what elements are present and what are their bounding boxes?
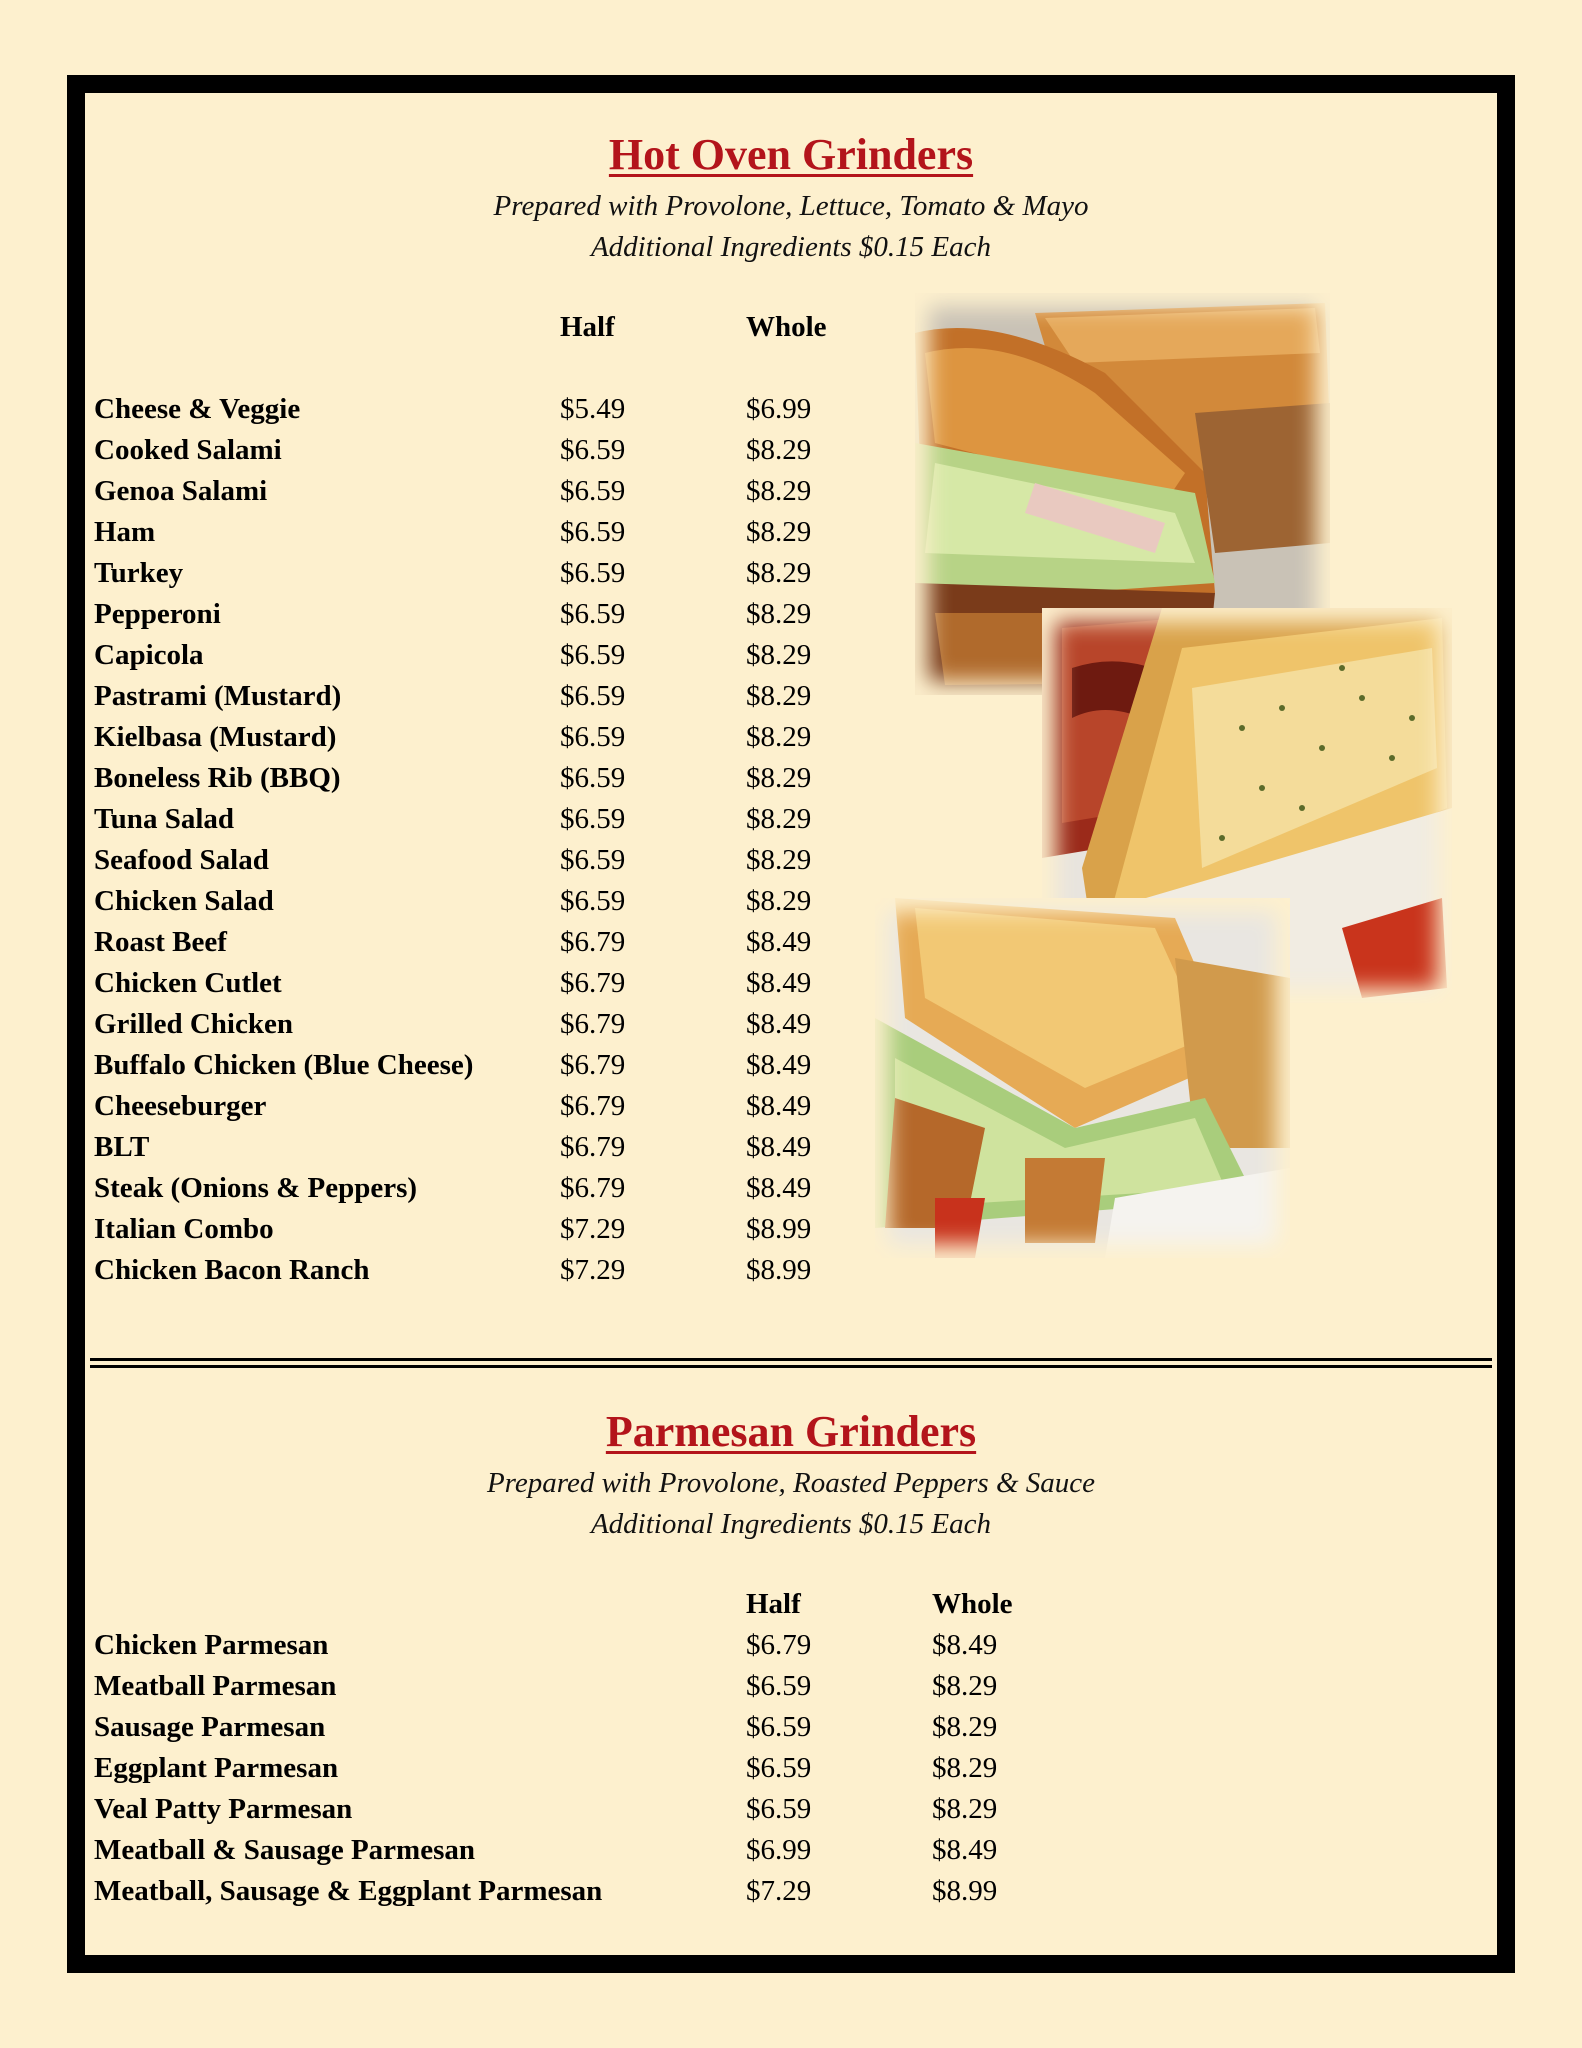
menu-item-whole-price: $8.29: [746, 557, 812, 589]
menu-item-whole-price: $8.29: [746, 434, 812, 466]
grinder-photo-3-image: [875, 898, 1290, 1258]
menu-item-whole-price: $8.49: [746, 1131, 812, 1163]
menu-item-whole-price: $8.49: [932, 1629, 998, 1661]
menu-item-half-price: $6.59: [746, 1711, 812, 1743]
menu-item-whole-price: $8.49: [746, 967, 812, 999]
menu-item-whole-price: $6.99: [746, 393, 812, 425]
menu-item-whole-price: $8.29: [746, 762, 812, 794]
menu-item-name: Buffalo Chicken (Blue Cheese): [94, 1049, 474, 1081]
menu-item-whole-price: $8.29: [932, 1670, 998, 1702]
menu-item-name: Cooked Salami: [94, 434, 282, 466]
menu-item-half-price: $6.59: [560, 680, 626, 712]
menu-item-half-price: $6.59: [560, 803, 626, 835]
hot-oven-subtitle-1: Prepared with Provolone, Lettuce, Tomato & Mayo: [493, 190, 1089, 222]
menu-item-name: Chicken Parmesan: [94, 1629, 329, 1661]
menu-item-whole-price: $8.99: [932, 1875, 998, 1907]
parmesan-subtitle-2: Additional Ingredients $0.15 Each: [590, 1508, 992, 1540]
menu-item-half-price: $6.99: [746, 1834, 812, 1866]
menu-item-whole-price: $8.29: [932, 1711, 998, 1743]
menu-item-half-price: $6.59: [560, 598, 626, 630]
menu-item-name: Kielbasa (Mustard): [94, 721, 337, 753]
menu-item-half-price: $7.29: [746, 1875, 812, 1907]
menu-item-name: Pepperoni: [94, 598, 221, 630]
menu-item-half-price: $6.59: [746, 1752, 812, 1784]
menu-item-half-price: $5.49: [560, 393, 626, 425]
menu-item-whole-price: $8.49: [746, 1008, 812, 1040]
menu-item-whole-price: $8.49: [746, 1090, 812, 1122]
menu-item-name: Meatball & Sausage Parmesan: [94, 1834, 475, 1866]
menu-item-name: Pastrami (Mustard): [94, 680, 342, 712]
menu-item-name: Veal Patty Parmesan: [94, 1793, 353, 1825]
menu-item-name: Meatball Parmesan: [94, 1670, 337, 1702]
menu-item-name: Boneless Rib (BBQ): [94, 762, 341, 794]
menu-frame: [67, 75, 1515, 1973]
menu-item-name: BLT: [94, 1131, 150, 1163]
menu-item-half-price: $6.59: [560, 762, 626, 794]
menu-item-name: Meatball, Sausage & Eggplant Parmesan: [94, 1875, 603, 1907]
menu-item-whole-price: $8.99: [746, 1213, 812, 1245]
menu-item-whole-price: $8.29: [932, 1752, 998, 1784]
section-divider: [90, 1358, 1492, 1368]
menu-item-whole-price: $8.99: [746, 1254, 812, 1286]
hot-oven-whole-header: Whole: [746, 311, 827, 343]
menu-item-name: Steak (Onions & Peppers): [94, 1172, 418, 1204]
parmesan-whole-header: Whole: [932, 1588, 1013, 1620]
menu-item-name: Seafood Salad: [94, 844, 269, 876]
menu-item-name: Italian Combo: [94, 1213, 274, 1245]
hot-oven-half-header: Half: [560, 311, 615, 343]
menu-item-name: Cheeseburger: [94, 1090, 267, 1122]
menu-item-half-price: $6.59: [560, 844, 626, 876]
menu-item-name: Roast Beef: [94, 926, 227, 958]
menu-item-half-price: $6.59: [560, 475, 626, 507]
menu-item-name: Grilled Chicken: [94, 1008, 293, 1040]
menu-item-whole-price: $8.49: [932, 1834, 998, 1866]
menu-item-half-price: $6.79: [560, 1049, 626, 1081]
menu-item-half-price: $6.79: [560, 926, 626, 958]
menu-item-whole-price: $8.29: [746, 885, 812, 917]
menu-item-half-price: $6.79: [560, 967, 626, 999]
menu-item-half-price: $7.29: [560, 1213, 626, 1245]
menu-item-name: Capicola: [94, 639, 204, 671]
menu-item-half-price: $6.79: [746, 1629, 812, 1661]
menu-item-whole-price: $8.29: [932, 1793, 998, 1825]
menu-item-whole-price: $8.29: [746, 721, 812, 753]
menu-item-name: Chicken Cutlet: [94, 967, 282, 999]
menu-item-whole-price: $8.49: [746, 1049, 812, 1081]
menu-item-whole-price: $8.29: [746, 680, 812, 712]
menu-item-whole-price: $8.29: [746, 516, 812, 548]
menu-item-whole-price: $8.49: [746, 1172, 812, 1204]
menu-item-name: Ham: [94, 516, 156, 548]
menu-item-name: Chicken Salad: [94, 885, 274, 917]
menu-item-name: Cheese & Veggie: [94, 393, 301, 425]
menu-item-half-price: $6.59: [560, 516, 626, 548]
menu-item-half-price: $7.29: [560, 1254, 626, 1286]
hot-oven-subtitle-2: Additional Ingredients $0.15 Each: [590, 231, 992, 263]
menu-item-name: Tuna Salad: [94, 803, 235, 835]
menu-item-name: Eggplant Parmesan: [94, 1752, 339, 1784]
parmesan-half-header: Half: [746, 1588, 801, 1620]
menu-item-half-price: $6.59: [746, 1670, 812, 1702]
menu-item-half-price: $6.59: [746, 1793, 812, 1825]
parmesan-title: Parmesan Grinders: [605, 1407, 977, 1456]
menu-item-whole-price: $8.29: [746, 844, 812, 876]
menu-item-half-price: $6.59: [560, 639, 626, 671]
menu-item-half-price: $6.79: [560, 1008, 626, 1040]
menu-item-whole-price: $8.29: [746, 475, 812, 507]
menu-item-half-price: $6.59: [560, 434, 626, 466]
menu-item-name: Sausage Parmesan: [94, 1711, 326, 1743]
menu-item-whole-price: $8.29: [746, 598, 812, 630]
menu-item-half-price: $6.59: [560, 557, 626, 589]
menu-item-half-price: $6.59: [560, 885, 626, 917]
menu-item-name: Turkey: [94, 557, 184, 589]
menu-item-half-price: $6.79: [560, 1131, 626, 1163]
menu-item-name: Genoa Salami: [94, 475, 268, 507]
menu-item-half-price: $6.79: [560, 1172, 626, 1204]
grinder-photo-3: [875, 898, 1290, 1258]
menu-item-whole-price: $8.29: [746, 639, 812, 671]
menu-item-half-price: $6.59: [560, 721, 626, 753]
hot-oven-title: Hot Oven Grinders: [608, 130, 974, 179]
parmesan-subtitle-1: Prepared with Provolone, Roasted Peppers & Sauce: [486, 1467, 1096, 1499]
menu-item-name: Chicken Bacon Ranch: [94, 1254, 370, 1286]
menu-item-whole-price: $8.29: [746, 803, 812, 835]
menu-item-half-price: $6.79: [560, 1090, 626, 1122]
menu-item-whole-price: $8.49: [746, 926, 812, 958]
